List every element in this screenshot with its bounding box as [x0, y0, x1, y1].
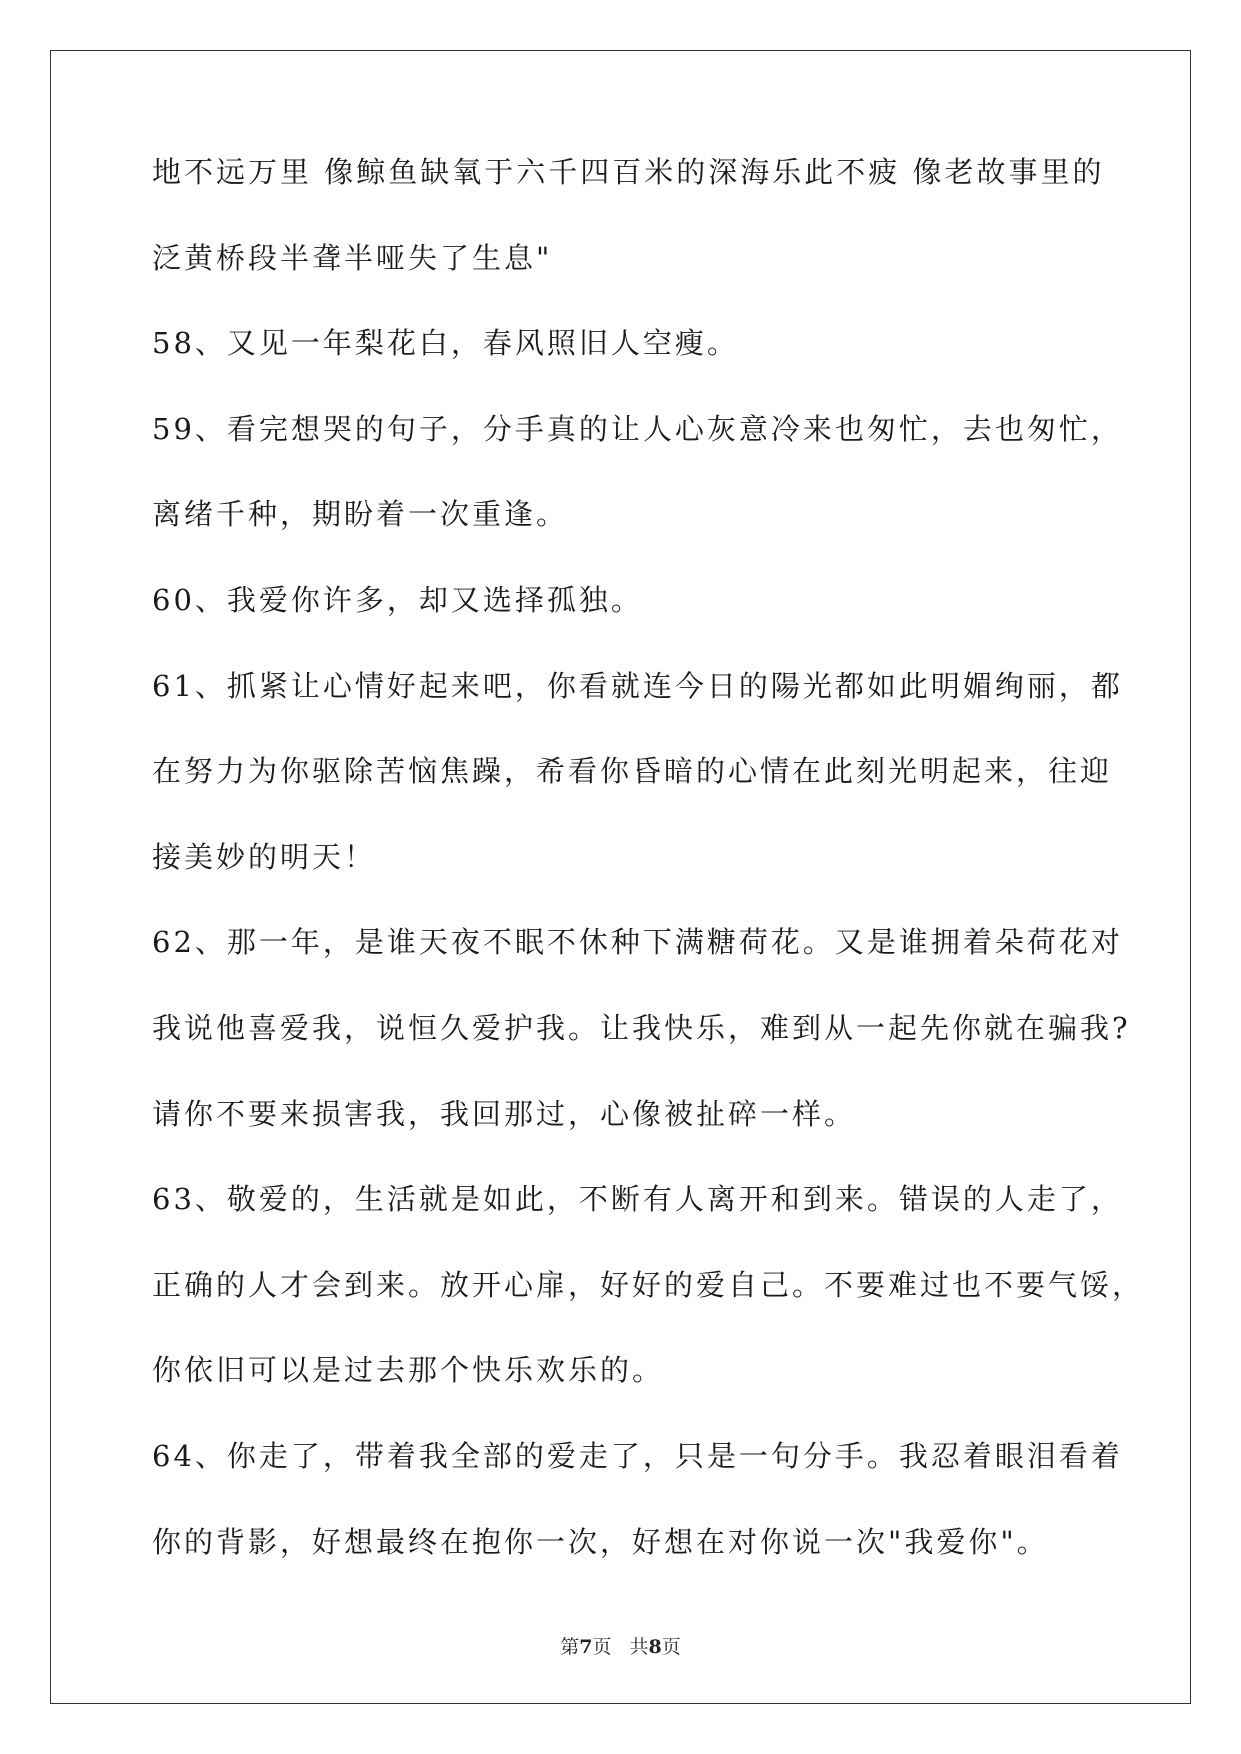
text-line: 离绪千种，期盼着一次重逢。 [152, 497, 569, 532]
text-line: 地不远万里 像鲸鱼缺氧于六千四百米的深海乐此不疲 像老故事里的 [152, 155, 1105, 189]
text-line: 你依旧可以是过去那个快乐欢乐的。 [152, 1353, 665, 1388]
text-line: 我说他喜爱我，说恒久爱护我。让我快乐，难到从一起先你就在骗我? [152, 1010, 1131, 1045]
total-prefix: 共 [629, 1636, 649, 1658]
text-line: 泛黄桥段半聋半哑失了生息" [152, 240, 553, 275]
page-footer [0, 1632, 1241, 1659]
text-line: 58、又见一年梨花白，春风照旧人空瘦。 [152, 326, 739, 361]
page-total: 8 [648, 1636, 662, 1658]
text-line: 在努力为你驱除苦恼焦躁，希看你昏暗的心情在此刻光明起来，往迎 [152, 754, 1113, 789]
text-line: 61、抓紧让心情好起来吧，你看就连今日的陽光都如此明媚绚丽，都 [152, 668, 1123, 703]
text-line: 60、我爱你许多，却又选择孤独。 [152, 582, 643, 617]
text-line: 59、看完想哭的句子，分手真的让人心灰意冷来也匆忙，去也匆忙， [152, 411, 1123, 446]
text-line: 接美妙的明天！ [152, 839, 377, 874]
page-prefix: 第 [560, 1636, 580, 1658]
document-body [152, 155, 1145, 1613]
text-line: 请你不要来损害我，我回那过，心像被扯碎一样。 [152, 1096, 857, 1131]
text-line: 你的背影，好想最终在抱你一次，好想在对你说一次"我爱你"。 [152, 1524, 1049, 1559]
total-suffix: 页 [661, 1636, 681, 1658]
text-line: 正确的人才会到来。放开心扉，好好的爱自己。不要难过也不要气馁， [152, 1267, 1145, 1302]
text-line: 63、敬爱的，生活就是如此，不断有人离开和到来。错误的人走了， [152, 1182, 1123, 1217]
text-line: 64、你走了，带着我全部的爱走了，只是一句分手。我忍着眼泪看着 [152, 1438, 1123, 1473]
page-current: 7 [579, 1636, 593, 1658]
text-line: 62、那一年，是谁天夜不眠不休种下满糖荷花。又是谁拥着朵荷花对 [152, 925, 1123, 960]
page-suffix: 页 [592, 1636, 612, 1658]
